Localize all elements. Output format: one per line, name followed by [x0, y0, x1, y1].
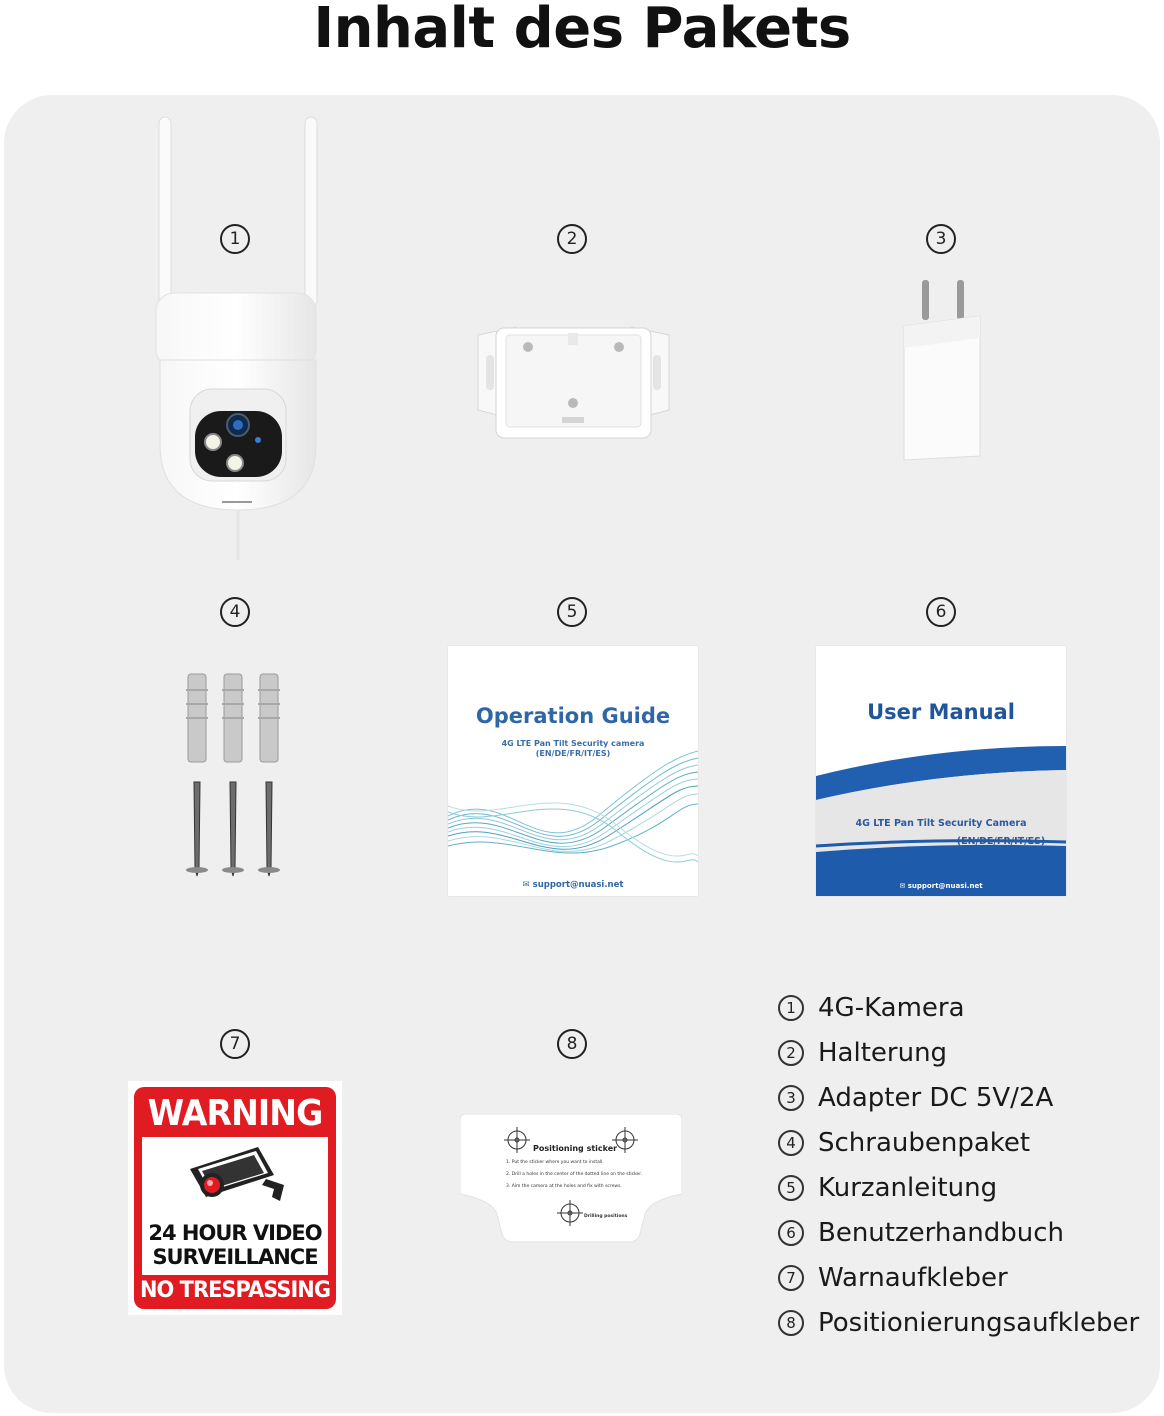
item-number-5: 5 — [557, 597, 587, 627]
warning-line-2: SURVEILLANCE — [152, 1245, 318, 1269]
warning-bottom: NO TRESPASSING — [139, 1278, 331, 1303]
legend-number: 1 — [778, 995, 804, 1021]
legend-label: Benutzerhandbuch — [818, 1217, 1065, 1248]
user-manual-card — [816, 646, 1066, 896]
item-number-7: 7 — [220, 1029, 250, 1059]
warning-sticker-body — [142, 1137, 328, 1275]
legend-label: Adapter DC 5V/2A — [818, 1082, 1054, 1113]
legend-row — [778, 1165, 1139, 1210]
manual-title: User Manual — [867, 700, 1015, 724]
mail-icon: ✉ — [899, 882, 906, 890]
legend-row — [778, 1120, 1139, 1165]
legend-row — [778, 1075, 1139, 1120]
legend-label: Warnaufkleber — [818, 1262, 1008, 1293]
item-number-8: 8 — [557, 1029, 587, 1059]
legend-label: 4G-Kamera — [818, 992, 965, 1023]
item-number-1: 1 — [220, 224, 250, 254]
warning-line-1: 24 HOUR VIDEO — [148, 1221, 322, 1245]
legend-number: 4 — [778, 1130, 804, 1156]
legend-label: Positionierungsaufkleber — [818, 1307, 1140, 1338]
page-title: Inhalt des Pakets — [313, 0, 851, 61]
manual-email-text: support@nuasi.net — [907, 882, 983, 890]
item-number-3: 3 — [926, 224, 956, 254]
item-number-6: 6 — [926, 597, 956, 627]
guide-title: Operation Guide — [475, 704, 671, 728]
item-number-2: 2 — [557, 224, 587, 254]
operation-guide-card — [448, 646, 698, 896]
guide-subtitle-1: 4G LTE Pan Tilt Security camera — [501, 739, 645, 748]
power-adapter-image — [896, 278, 988, 466]
guide-email-text: support@nuasi.net — [532, 880, 624, 890]
legend-number: 2 — [778, 1040, 804, 1066]
screw-pack-image — [178, 670, 288, 880]
warning-title: WARNING — [147, 1093, 323, 1134]
legend-number: 3 — [778, 1085, 804, 1111]
legend-row — [778, 1030, 1139, 1075]
positioning-sticker-shape — [460, 1114, 682, 1244]
manual-subtitle-2: (EN/DE/FR/IT/ES) — [956, 836, 1046, 847]
positioning-step-2: 2. Drill a holes in the center of the dotted line on the sticker. — [506, 1172, 643, 1177]
legend-row — [778, 1255, 1139, 1300]
positioning-step-3: 3. Aim the camera at the holes and fix with screws. — [506, 1184, 622, 1189]
legend-number: 6 — [778, 1220, 804, 1246]
positioning-title: Positioning sticker — [533, 1144, 618, 1153]
manual-subtitle-1: 4G LTE Pan Tilt Security Camera — [855, 818, 1027, 829]
manual-graphic — [816, 646, 1066, 896]
guide-email — [448, 880, 698, 890]
camera-image — [150, 115, 330, 560]
legend-row — [778, 1210, 1139, 1255]
bracket-image — [476, 325, 671, 445]
guide-subtitle-2: (EN/DE/FR/IT/ES) — [535, 749, 611, 758]
positioning-footer: Drilling positions — [584, 1214, 628, 1219]
mail-icon: ✉ — [522, 880, 530, 890]
warning-sticker-red — [134, 1087, 336, 1309]
manual-email — [816, 882, 1066, 890]
legend-label: Halterung — [818, 1037, 948, 1068]
legend-number: 7 — [778, 1265, 804, 1291]
legend-number: 8 — [778, 1310, 804, 1336]
legend-label: Schraubenpaket — [818, 1127, 1031, 1158]
positioning-step-1: 1. Put the sticker where you want to install. — [506, 1160, 604, 1165]
item-number-4: 4 — [220, 597, 250, 627]
legend-row — [778, 1300, 1139, 1345]
contents-legend — [778, 985, 1139, 1345]
positioning-sticker — [460, 1114, 682, 1244]
warning-sticker — [128, 1081, 342, 1315]
legend-label: Kurzanleitung — [818, 1172, 998, 1203]
wave-graphic — [448, 746, 698, 876]
cctv-camera-icon — [188, 1145, 288, 1203]
legend-row — [778, 985, 1139, 1030]
legend-number: 5 — [778, 1175, 804, 1201]
